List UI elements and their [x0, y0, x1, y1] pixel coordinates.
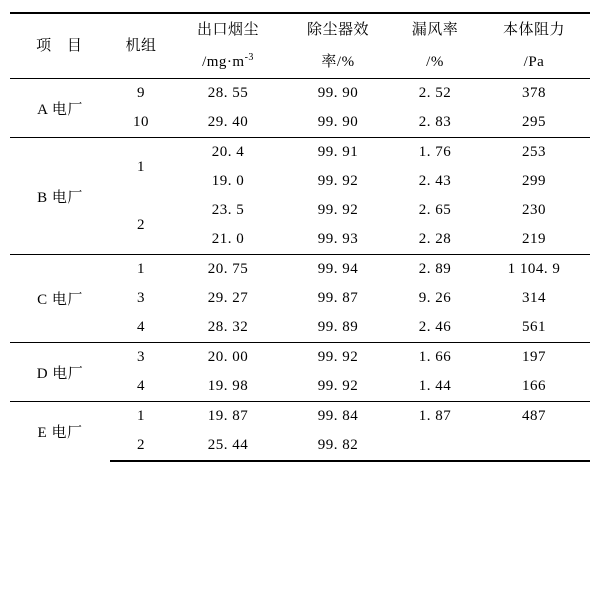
- unit-number: 3: [110, 343, 172, 373]
- efficiency-value: 99. 92: [317, 202, 359, 218]
- resistance-value: 299: [522, 173, 546, 189]
- header-dust-line1: [172, 13, 284, 46]
- dust-value: 28. 55: [172, 79, 284, 109]
- plant-name: C 电厂: [10, 255, 110, 343]
- header-leakage-unit-label: /%: [426, 53, 444, 70]
- leakage-value: 2. 43: [418, 173, 452, 189]
- table-row: [10, 255, 590, 285]
- header-leakage-unit: [392, 46, 478, 79]
- dust-value: 25. 44: [172, 431, 284, 461]
- leakage-value: 1. 44: [418, 378, 452, 394]
- resistance-value: 1 104. 9: [478, 255, 590, 285]
- unit-number: 9: [110, 79, 172, 109]
- dust-value: 29. 40: [207, 114, 249, 130]
- efficiency-value: 99. 89: [317, 319, 359, 335]
- resistance-value: 314: [522, 290, 546, 306]
- dust-value: 20. 4: [172, 138, 284, 168]
- unit-number: 1: [110, 402, 172, 432]
- header-resistance-unit: [478, 46, 590, 79]
- dust-value: 20. 75: [172, 255, 284, 285]
- table-row: [10, 343, 590, 373]
- unit-number: 2: [137, 216, 145, 233]
- dust-value: 21. 0: [211, 231, 245, 247]
- header-efficiency-unit: [284, 46, 392, 79]
- efficiency-value: 99. 84: [284, 402, 392, 432]
- leakage-value: 2. 83: [418, 114, 452, 130]
- header-leakage-label: 漏风率: [411, 21, 459, 38]
- header-efficiency-label: 除尘器效: [306, 21, 369, 38]
- unit-number: 4: [137, 319, 145, 335]
- header-resistance-unit-label: /Pa: [523, 53, 545, 70]
- resistance-value: 166: [522, 378, 546, 394]
- leakage-value: 2. 28: [418, 231, 452, 247]
- leakage-value: 1. 76: [392, 138, 478, 168]
- resistance-value: [478, 431, 590, 461]
- header-resistance-line1: [478, 13, 590, 46]
- plant-name: A 电厂: [10, 79, 110, 138]
- leakage-value: 1. 66: [392, 343, 478, 373]
- plant-name: B 电厂: [10, 138, 110, 255]
- results-table: [10, 12, 590, 462]
- efficiency-value: 99. 90: [284, 79, 392, 109]
- unit-number: 2: [110, 431, 172, 461]
- resistance-value: 197: [478, 343, 590, 373]
- unit-number: 3: [137, 290, 145, 306]
- efficiency-value: 99. 93: [317, 231, 359, 247]
- leakage-value: 2. 65: [418, 202, 452, 218]
- leakage-value: 9. 26: [418, 290, 452, 306]
- header-resistance-label: 本体阻力: [502, 21, 565, 38]
- leakage-value: 2. 46: [418, 319, 452, 335]
- efficiency-value: 99. 82: [284, 431, 392, 461]
- header-dust-unit: [172, 46, 284, 79]
- table-row: [10, 138, 590, 168]
- header-project-label: 项 目: [36, 37, 88, 54]
- table-row: [10, 79, 590, 109]
- dust-value: 19. 98: [207, 378, 249, 394]
- table-row: [10, 402, 590, 432]
- dust-value: 19. 0: [211, 173, 245, 189]
- efficiency-value: 99. 90: [317, 114, 359, 130]
- efficiency-value: 99. 91: [284, 138, 392, 168]
- resistance-value: 378: [478, 79, 590, 109]
- dust-value: 19. 87: [172, 402, 284, 432]
- resistance-value: 561: [522, 319, 546, 335]
- unit-number: 1: [110, 138, 172, 197]
- header-unit-label: 机组: [125, 37, 157, 54]
- dust-value: 29. 27: [207, 290, 249, 306]
- header-efficiency-unit-label: 率/%: [321, 53, 355, 70]
- leakage-value: 2. 52: [392, 79, 478, 109]
- leakage-value: 1. 87: [392, 402, 478, 432]
- header-efficiency-line1: [284, 13, 392, 46]
- plant-name: D 电厂: [10, 343, 110, 402]
- header-dust-exponent: -3: [244, 52, 254, 64]
- resistance-value: 487: [478, 402, 590, 432]
- resistance-value: 253: [478, 138, 590, 168]
- header-project: [10, 13, 110, 79]
- efficiency-value: 99. 92: [317, 378, 359, 394]
- table-header-row: [10, 13, 590, 46]
- unit-number: 4: [137, 378, 145, 394]
- header-leakage-line1: [392, 13, 478, 46]
- efficiency-value: 99. 94: [284, 255, 392, 285]
- plant-name: E 电厂: [10, 402, 110, 462]
- leakage-value: [392, 431, 478, 461]
- dust-value: 20. 00: [172, 343, 284, 373]
- resistance-value: 219: [522, 231, 546, 247]
- resistance-value: 230: [522, 202, 546, 218]
- efficiency-value: 99. 87: [317, 290, 359, 306]
- header-dust-unit-label: /mg·m: [202, 54, 245, 71]
- dust-value: 23. 5: [211, 202, 245, 218]
- header-unit: [110, 13, 172, 79]
- header-dust-label: 出口烟尘: [196, 21, 259, 38]
- leakage-value: 2. 89: [392, 255, 478, 285]
- efficiency-value: 99. 92: [284, 343, 392, 373]
- unit-number: 10: [133, 114, 149, 130]
- unit-number: 1: [110, 255, 172, 285]
- dust-value: 28. 32: [207, 319, 249, 335]
- resistance-value: 295: [522, 114, 546, 130]
- efficiency-value: 99. 92: [317, 173, 359, 189]
